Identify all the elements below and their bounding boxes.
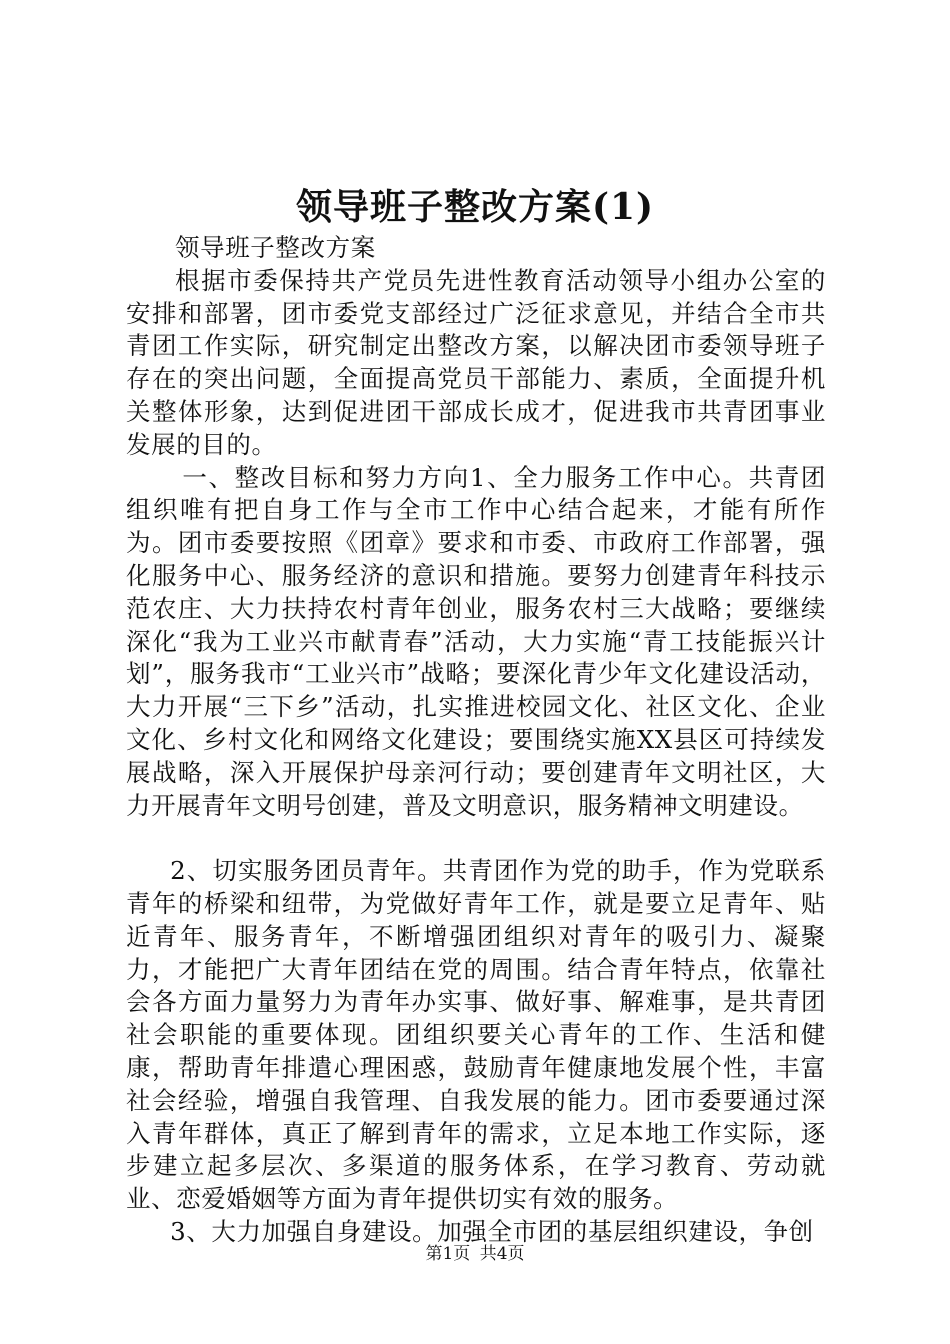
page-total: 共4页 (479, 1244, 525, 1264)
document-subtitle: 领导班子整改方案 (175, 233, 376, 262)
paragraph-serve-youth: 2、切实服务团员青年。共青团作为党的助手，作为党联系青年的桥梁和纽带，为党做好青年工作，就是要立足青年、贴近青年、服务青年，不断增强团组织对青年的吸引力、凝聚力，才能把广大青年团结在党的周围。结合青年特点，依靠社会各方面力量努力为青年办实事、做好事、解难事，是共青团社会职能的重要体现。团组织要关心青年的工作、生活和健康，帮助青年排遣心理困惑，鼓励青年健康地发展个性，丰富社会经验，增强自我管理、自我发展的能力。团市委要通过深入青年群体，真正了解到青年的需求，立足本地工作实际，逐步建立起多层次、多渠道的服务体系，在学习教育、劳动就业、恋爱婚姻等方面为青年提供切实有效的服务。 (126, 856, 826, 1214)
document-body (126, 232, 826, 1249)
paragraph-intro: 根据市委保持共产党员先进性教育活动领导小组办公室的安排和部署，团市委党支部经过广泛征求意见，并结合全市共青团工作实际，研究制定出整改方案，以解决团市委领导班子存在的突出问题，全面提高党员干部能力、素质，全面提升机关整体形象，达到促进团干部成长成才，促进我市共青团事业发展的目的。 (126, 265, 826, 459)
paragraph-goals: 一、整改目标和努力方向1、全力服务工作中心。共青团组织唯有把自身工作与全市工作中心结合起来，才能有所作为。团市委要按照《团章》要求和市委、市政府工作部署，强化服务中心、服务经济的意识和措施。要努力创建青年科技示范农庄、大力扶持农村青年创业，服务农村三大战略；要继续深化“我为工业兴市献青春”活动，大力实施“青工技能振兴计划”，服务我市“工业兴市”战略；要深化青少年文化建设活动，大力开展“三下乡”活动，扎实推进校园文化、社区文化、企业文化、乡村文化和网络文化建设；要围绕实施XX县区可持续发展战略，深入开展保护母亲河行动；要创建青年文明社区，大力开展青年文明号创建，普及文明意识，服务精神文明建设。 (126, 462, 826, 820)
page-footer (0, 1242, 950, 1266)
page-number: 第1页 (425, 1244, 471, 1264)
paragraph-self-building: 3、大力加强自身建设。加强全市团的基层组织建设，争创 (170, 1216, 814, 1246)
paragraph-spacer (126, 822, 826, 855)
document-title: 领导班子整改方案(1) (295, 186, 655, 228)
